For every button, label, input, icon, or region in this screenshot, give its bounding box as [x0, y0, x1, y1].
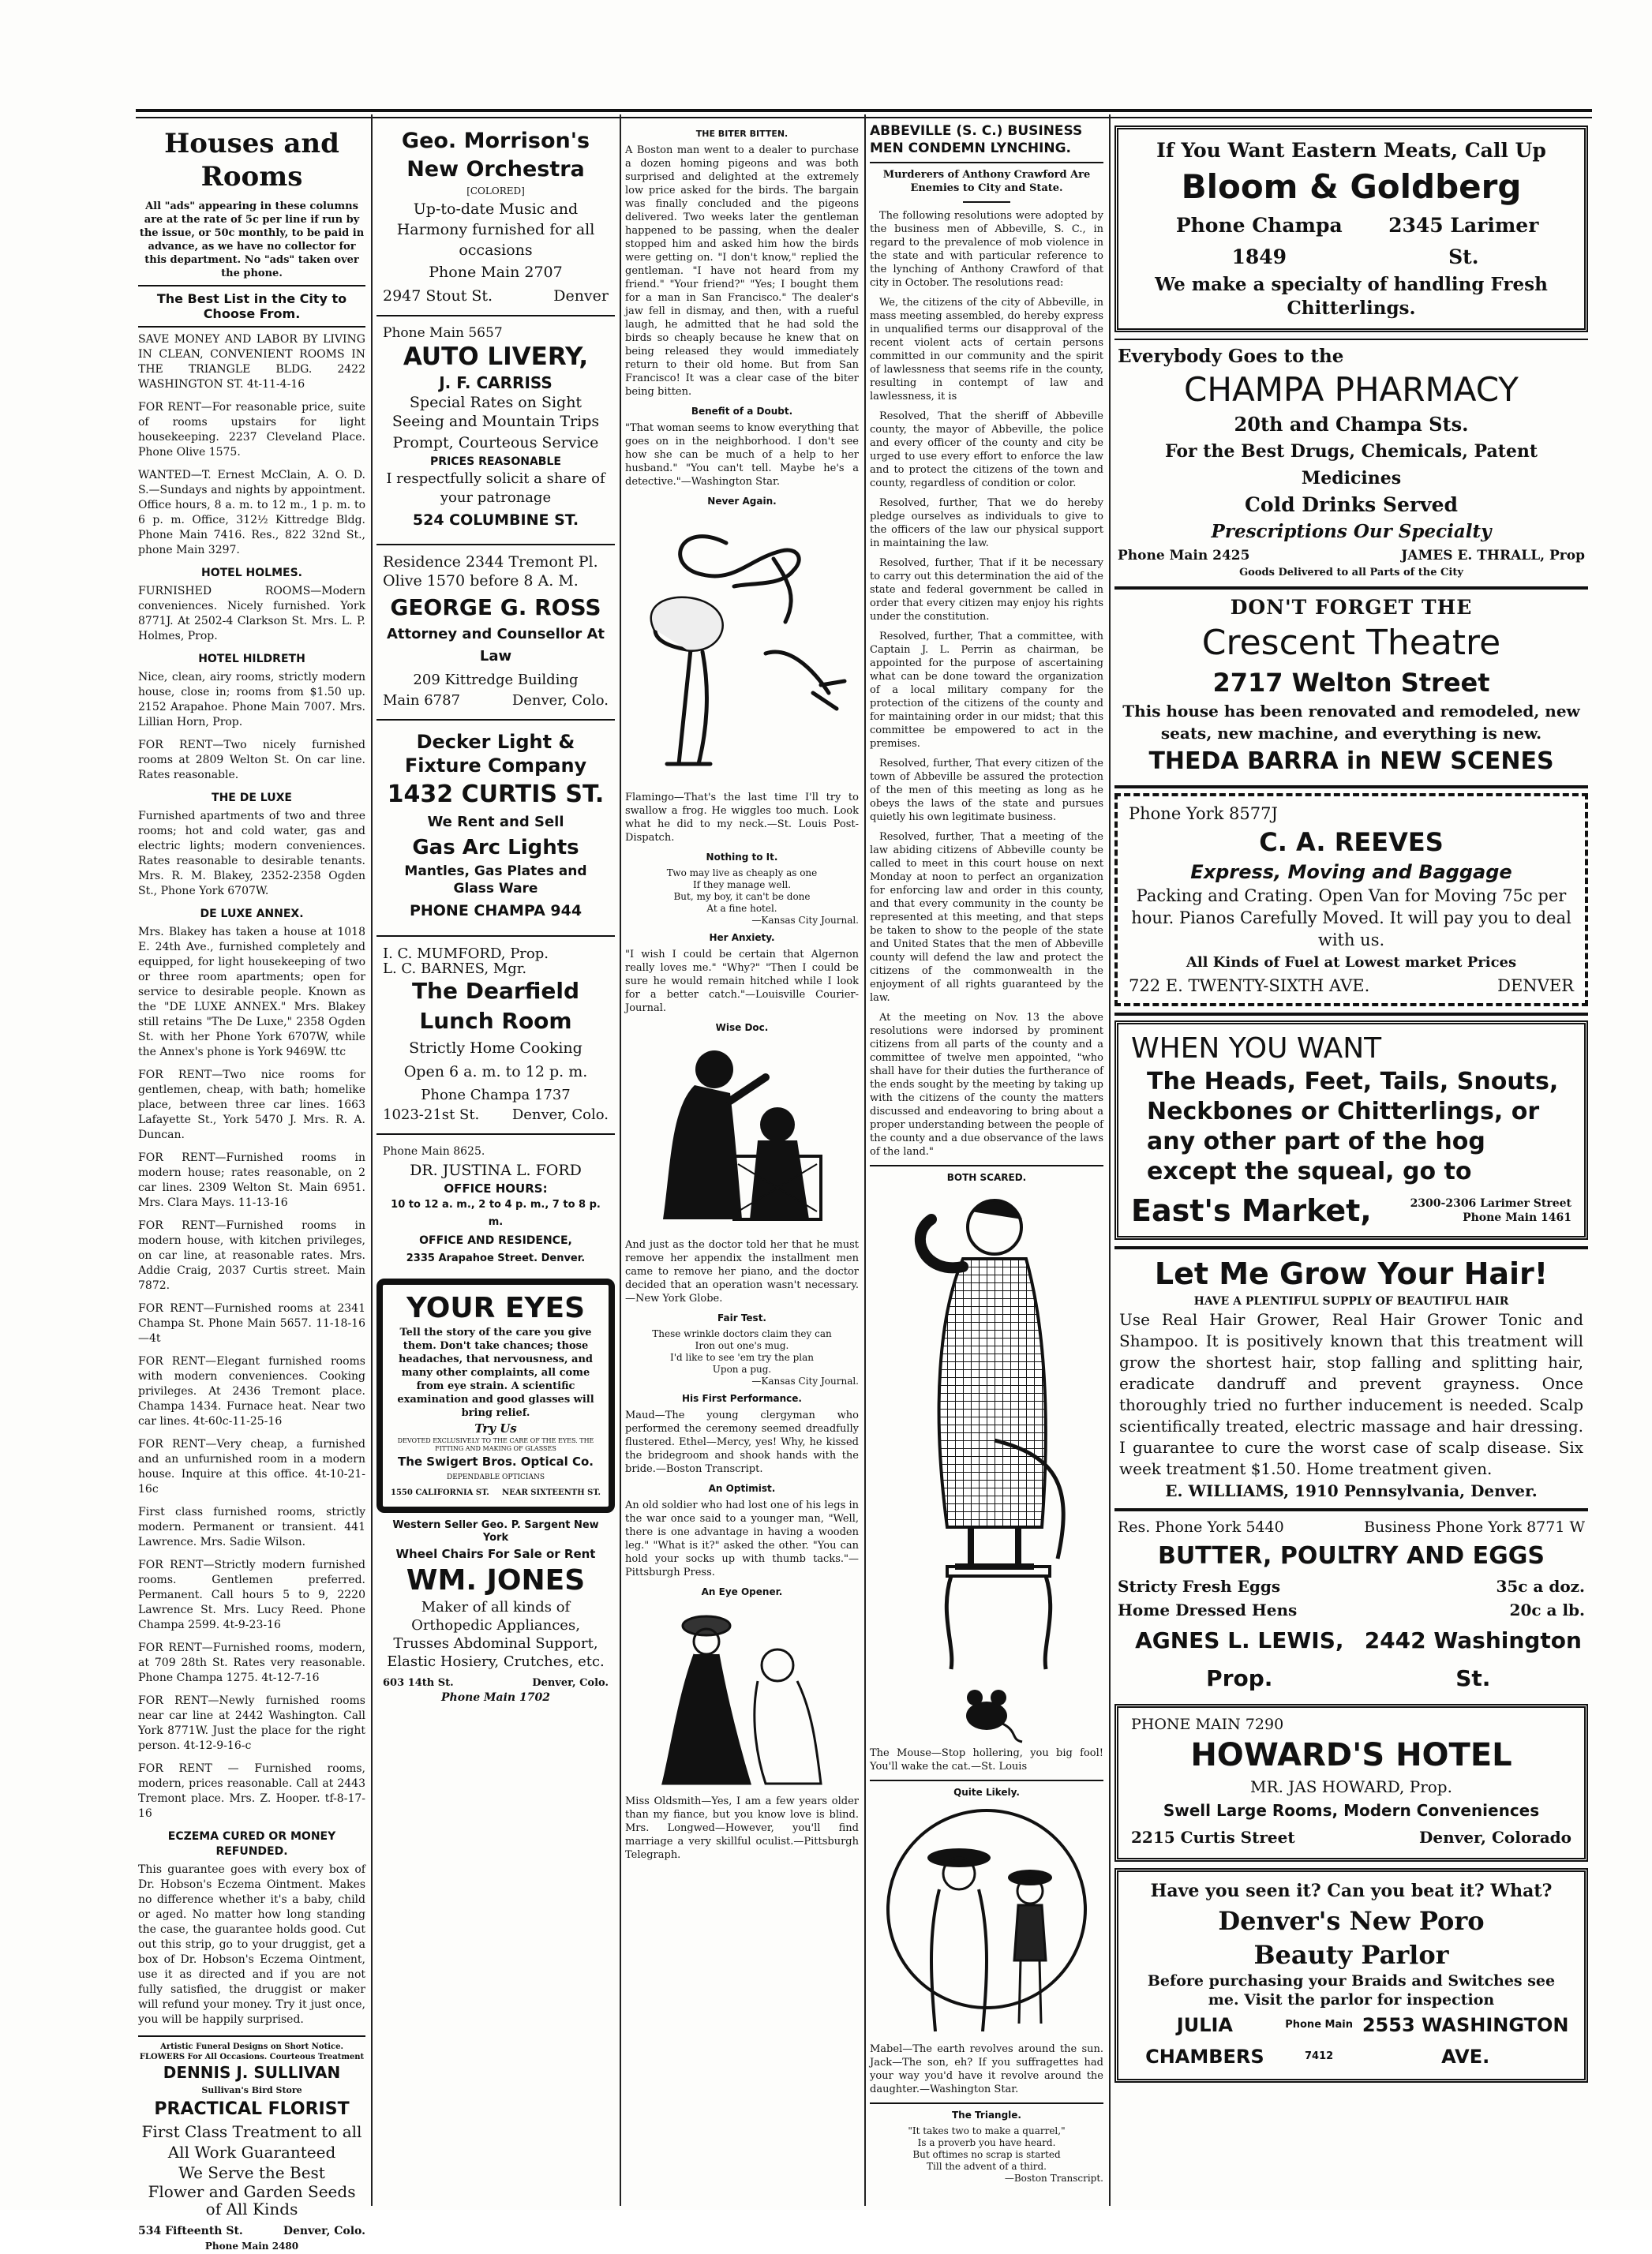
florist-line: Flower and Garden Seeds of All Kinds — [148, 2182, 356, 2218]
top-rule — [136, 109, 1592, 112]
cartoon-heading: Quite Likely. — [953, 1787, 1020, 1798]
lewis-hens: Home Dressed Hens — [1118, 1601, 1298, 1619]
howard-rooms: Swell Large Rooms, Modern Conveniences — [1163, 1801, 1540, 1820]
divider — [1114, 339, 1588, 340]
howard-city: Denver, Colorado — [1419, 1828, 1571, 1847]
divider — [1114, 1013, 1588, 1016]
eyes-sub: DEPENDABLE OPTICIANS — [447, 1473, 545, 1481]
florist-line: First Class Treatment to all — [141, 2122, 362, 2141]
decker-address: 1432 CURTIS ST. — [387, 781, 605, 808]
pharmacy-contact-row — [1118, 545, 1585, 566]
section-title: Houses and Rooms — [164, 128, 339, 193]
classified-ad: FOR RENT—Very cheap, a furnished and an unfurnished room in a modern house. Inquire at this office. 4t-10-21-16c — [138, 1438, 365, 1496]
bloom-body: We make a specialty of handling Fresh Chitterlings. — [1155, 274, 1548, 319]
crescent-feature: THEDA BARRA in NEW SCENES — [1148, 747, 1554, 775]
poem-heading: The Triangle. — [952, 2110, 1021, 2121]
ross-attorney-ad — [376, 550, 615, 713]
news-paragraph: Resolved, That the sheriff of Abbeville county, the mayor of Abbeville, the police and every officer of the county and city be urged to use every effort to enforce the law and to protect the citizens of the town and county, regardless of condition or color. — [870, 410, 1103, 489]
livery-address: 524 COLUMBINE ST. — [412, 511, 579, 529]
divider — [376, 935, 615, 937]
classified-heading: THE DE LUXE — [212, 792, 292, 804]
dearfield-ad — [376, 942, 615, 1127]
crescent-tagline: DON'T FORGET THE — [1230, 596, 1473, 619]
jones-city: Denver, Colo. — [532, 1677, 609, 1689]
eyes-title: YOUR EYES — [406, 1292, 586, 1324]
classified-ad: WANTED—T. Ernest McClain, A. O. D. S.—Sundays and nights by appointment. Office hours, 8 a. m. to 12 m., 1 p. m. to 6 p. m. Office, 312½ Kittredge Bldg. Phone Main 7416. Res., 822 32nd St., phone Main 3297. — [138, 469, 365, 556]
champa-pharmacy-ad — [1114, 345, 1588, 580]
classified-ad: FURNISHED ROOMS—Modern conveniences. Nicely furnished. York 8771J. At 2502-4 Clarkson St. Mrs. L. P. Holmes, Prop. — [138, 585, 365, 642]
livery-phone: Phone Main 5657 — [383, 325, 503, 341]
east-name: East's Market, — [1131, 1193, 1372, 1228]
decker-name: Decker Light & Fixture Company — [404, 731, 587, 777]
bloom-goldberg-ad — [1114, 125, 1588, 332]
lewis-butter-eggs-ad — [1114, 1516, 1588, 1698]
poem-credit: —Boston Transcript. — [1004, 2173, 1103, 2184]
auto-livery-ad — [376, 321, 615, 537]
florist-line: All Work Guaranteed — [167, 2143, 336, 2162]
bloom-address: 2345 Larimer St. — [1388, 214, 1539, 268]
cartoon-heading: An Eye Opener. — [701, 1586, 783, 1597]
jones-name: WM. JONES — [406, 1564, 586, 1597]
east-phone: Phone Main 1461 — [1463, 1211, 1571, 1224]
dearfield-name: The Dearfield Lunch Room — [411, 978, 580, 1034]
cartoon-heading: Never Again. — [707, 496, 777, 507]
column-business-ads — [376, 122, 615, 2206]
reeves-body: Packing and Crating. Open Van for Moving 75c per hour. Pianos Carefully Moved. It will pay you to deal with us. — [1131, 886, 1571, 949]
poem-line: Upon a pug. — [712, 1364, 772, 1375]
flamingo-illustration — [631, 511, 852, 788]
cartoon-caption: And just as the doctor told her that he must remove her appendix the installment men came to remove her piano, and the doctor decided that an operation wasn't necessary.—New York Globe. — [625, 1239, 859, 1305]
decker-rent: We Rent and Sell — [427, 814, 564, 830]
decker-mantles: Mantles, Gas Plates and Glass Ware — [404, 863, 587, 897]
poem-line: Till the advent of a third. — [927, 2161, 1047, 2172]
east-heading: WHEN YOU WANT — [1131, 1032, 1382, 1065]
wm-jones-ad — [376, 1519, 615, 1710]
pharmacy-name: CHAMPA PHARMACY — [1184, 370, 1519, 409]
jones-address: 603 14th St. — [383, 1677, 454, 1689]
poem-line: Two may live as cheaply as one — [666, 867, 818, 878]
story-heading: An Optimist. — [708, 1483, 776, 1494]
column-divider — [1109, 114, 1111, 2206]
orchestra-address: 2947 Stout St. — [383, 287, 493, 305]
decker-ad — [376, 725, 615, 929]
pharmacy-address: 20th and Champa Sts. — [1234, 413, 1469, 436]
divider — [870, 1780, 1103, 1781]
news-paragraph: At the meeting on Nov. 13 the above resolutions were indorsed by prominent citizens from all parts of the county and a committee of twelve men appointed, "who shall have for their duties the furtherance of the ends sought by the meeting by taking up with the citizens of the county the matters discussed and endeavoring to bring about a proper understanding between the people of the county and a due observance of the laws of the land." — [870, 1012, 1103, 1158]
column-divider — [620, 114, 621, 2206]
ford-name: DR. JUSTINA L. FORD — [410, 1162, 582, 1179]
east-name-row — [1131, 1192, 1571, 1230]
classified-ad: Nice, clean, airy rooms, strictly modern house, close in; rooms from $1.50 up. 2152 Arapahoe. Phone Main 7007. Mrs. Lillian Horn, Prop. — [138, 671, 365, 728]
ford-phone: Phone Main 8625. — [383, 1145, 485, 1158]
classified-ad: SAVE MONEY AND LABOR BY LIVING IN CLEAN, CONVENIENT ROOMS IN THE TRIANGLE BLDG. 2422 WASHINGTON ST. 4t-11-4-16 — [138, 333, 365, 391]
classified-ad: FOR RENT—Furnished rooms, modern, at 709 28th St. Rates very reasonable. Phone Champa 1275. 4t-12-7-16 — [138, 1642, 365, 1684]
decker-gas: Gas Arc Lights — [412, 836, 579, 859]
eyes-address: 1550 CALIFORNIA ST. — [391, 1488, 489, 1497]
bloom-contact-row — [1131, 210, 1571, 273]
lewis-address: 2442 Washington St. — [1364, 1627, 1582, 1691]
hair-grower-ad — [1114, 1254, 1588, 1502]
reeves-express-ad — [1114, 793, 1588, 1006]
story-heading: Her Anxiety. — [709, 932, 775, 943]
poem-line: These wrinkle doctors claim they can — [652, 1328, 832, 1339]
column-display-ads — [1114, 122, 1588, 2206]
reeves-services: Express, Moving and Baggage — [1190, 861, 1512, 883]
poem-heading: Nothing to It. — [706, 852, 778, 863]
story-body: Maud—The young clergyman who performed the ceremony seemed dreadfully flustered. Ethel—Mercy, yes! Why, he kissed the bridegroom and shook hands with the bride.—Boston Transcript. — [625, 1410, 859, 1475]
lewis-phones-row — [1118, 1516, 1585, 1538]
reeves-phone: Phone York 8577J — [1129, 804, 1278, 823]
story-body: "I wish I could be certain that Algernon really loves me." "Why?" "Then I could be sure he would remain hitched while I look for a better catch."—Louisville Courier-Journal. — [625, 949, 859, 1014]
classified-ad: FOR RENT—Furnished rooms in modern house; rates reasonable, on 2 car lines. 2309 Welton St. Main 6951. Mrs. Clara Mays. 11-13-16 — [138, 1151, 365, 1209]
poro-body: Before purchasing your Braids and Switches see me. Visit the parlor for inspection — [1147, 1972, 1556, 2009]
story-body: A Boston man went to a dealer to purchase a dozen homing pigeons and was both surprised and delighted at the extremely low price asked for the birds. The bargain was finally concluded and the pigeons delivered. Two weeks later the gentleman happened to be passing, when the dealer stopped him and asked him how the birds were getting on. "I don't know," replied the gentleman. "I have not heard from my friend." "Your friend?" "Yes; I bought them for a man in San Francisco." The dealer's jaw fell in dismay, and then, with a rueful laugh, he admitted that he had sold the birds so cheaply because he knew that on being released they would immediately return to their old home. But from San Francisco! It was a clear case of the biter being bitten. — [625, 144, 859, 398]
eyes-body: Tell the story of the care you give them. Don't take chances; those headaches, that nervousness, and many other complaints, all come from eye strain. A scientific examination and good glasses will bring relief. — [397, 1327, 594, 1419]
classified-ad: FOR RENT—For reasonable price, suite of rooms upstairs for light housekeeping. 2237 Cleveland Place. Phone Olive 1575. — [138, 401, 365, 459]
story-heading: Benefit of a Doubt. — [691, 406, 793, 417]
classified-ad: FOR RENT—Two nicely furnished rooms at 2809 Welton St. On car line. Rates reasonable. — [138, 739, 365, 781]
lewis-prop: AGNES L. LEWIS, Prop. — [1135, 1627, 1344, 1691]
story-body: "That woman seems to know everything that goes on in the neighborhood. I don't see how she can be much of a help to her husband." "You can't tell. Maybe he's a detective."—Washington Star. — [625, 422, 859, 488]
divider — [1114, 1246, 1588, 1249]
classified-ad: FOR RENT—Newly furnished rooms near car line at 2442 Washington. Call York 8771W. Just the place for the right person. 4t-12-9-16-c — [138, 1694, 365, 1752]
orchestra-phone: Phone Main 2707 — [429, 264, 563, 281]
pharmacy-prescriptions: Prescriptions Our Specialty — [1211, 521, 1492, 542]
orchestra-body: Up-to-date Music and Harmony furnished for all occasions — [396, 200, 595, 259]
eyes-firm: The Swigert Bros. Optical Co. — [398, 1455, 594, 1469]
divider — [376, 315, 615, 316]
classified-ad: FOR RENT—Elegant furnished rooms with modern conveniences. Cooking privileges. At 2436 Tremont place. Champa 1434. Furnace heat. Near two car lines. 4t-60c-11-25-16 — [138, 1355, 365, 1428]
ford-residence: OFFICE AND RESIDENCE, — [419, 1234, 572, 1247]
your-eyes-ad — [376, 1279, 615, 1513]
dearfield-address-row — [383, 1107, 609, 1122]
ross-title: Attorney and Counsellor At Law — [386, 626, 605, 665]
news-subhead: Murderers of Anthony Crawford Are Enemies to City and State. — [882, 169, 1091, 194]
reeves-address: 722 E. TWENTY-SIXTH AVE. — [1129, 976, 1370, 995]
crescent-body: This house has been renovated and remodeled, new seats, new machine, and everything is new. — [1122, 702, 1580, 743]
livery-owner: J. F. CARRISS — [439, 373, 553, 392]
classified-ad: First class furnished rooms, strictly modern. Permanent or transient. 441 Lawrence. Mrs. Sadie Wilson. — [138, 1506, 365, 1548]
easts-market-ad — [1114, 1020, 1588, 1240]
jones-address-row — [383, 1676, 609, 1690]
howard-address: 2215 Curtis Street — [1131, 1828, 1295, 1847]
dearfield-prop: I. C. MUMFORD, Prop. — [383, 945, 549, 962]
hair-signature: E. WILLIAMS, 1910 Pennsylvania, Denver. — [1165, 1481, 1538, 1500]
poem-heading: Fair Test. — [717, 1312, 766, 1324]
eyes-small-print: DEVOTED EXCLUSIVELY TO THE CARE OF THE EYES. THE FITTING AND MAKING OF GLASSES — [397, 1437, 594, 1452]
florist-title: PRACTICAL FLORIST — [154, 2099, 350, 2119]
east-contact — [1410, 1196, 1571, 1225]
florist-line: We Serve the Best — [178, 2163, 325, 2182]
florist-name: DENNIS J. SULLIVAN — [163, 2063, 341, 2082]
east-address: 2300-2306 Larimer Street — [1410, 1197, 1571, 1210]
classified-ad: Furnished apartments of two and three rooms; hot and cold water, gas and electric lights; modern conveniences. Rates reasonable to desirable tenants. Mrs. R. M. Blakey, 2352-2358 Ogden St., Phone York 6707W. — [138, 810, 365, 897]
reeves-fuel: All Kinds of Fuel at Lowest market Prices — [1186, 954, 1517, 971]
poro-contact-row — [1131, 2009, 1571, 2072]
dearfield-hours: Open 6 a. m. to 12 p. m. — [403, 1063, 588, 1080]
howard-prop: MR. JAS HOWARD, Prop. — [1250, 1777, 1452, 1796]
florist-city: Denver, Colo. — [283, 2225, 365, 2237]
reeves-address-row — [1129, 975, 1574, 997]
howard-address-row — [1131, 1823, 1571, 1852]
dearfield-city: Denver, Colo. — [511, 1106, 609, 1123]
livery-body: Special Rates on Sight Seeing and Mountain Trips — [391, 394, 600, 430]
florist-address: 534 Fifteenth St. — [138, 2225, 243, 2237]
quite-likely-illustration — [880, 1803, 1093, 2039]
east-body: The Heads, Feet, Tails, Snouts, Neckbones or Chitterlings, or any other part of the hog except the squeal, go to — [1147, 1068, 1559, 1185]
news-paragraph: We, the citizens of the city of Abbeville, in mass meeting assembled, do hereby express in unqualified terms our disapproval of the recent violent acts of certain persons committed in our community and the spirit of lawlessness that seems rife in the county, resulting in contempt of law and lawlessness, it is — [870, 297, 1103, 402]
classified-ad: Mrs. Blakey has taken a house at 1018 E. 24th Ave., furnished completely and equipped, for light housekeeping of two or three room apartments; open for service to desirable people. Known as the "DE LUXE ANNEX." Mrs. Blakey still retains "The De Luxe," 2358 Ogden St. with her Phone York 6707W, while the Annex's phone is York 9469W. ttc — [138, 926, 365, 1058]
ross-main: Main 6787 — [383, 692, 461, 709]
poro-name-line1: Denver's New Poro — [1218, 1906, 1485, 1936]
eye-opener-illustration — [647, 1602, 837, 1792]
divider — [138, 285, 365, 286]
jones-chairs: Wheel Chairs For Sale or Rent — [395, 1547, 596, 1561]
divider — [1114, 785, 1588, 788]
ross-building: 209 Kittredge Building — [413, 672, 579, 688]
divider — [870, 162, 1103, 163]
livery-solicit: I respectfully solicit a share of your patronage — [386, 470, 605, 506]
doctor-silhouette-illustration — [639, 1038, 845, 1235]
column-divider — [864, 114, 866, 2206]
divider — [376, 719, 615, 721]
livery-title: AUTO LIVERY, — [403, 343, 589, 371]
ross-city: Denver, Colo. — [511, 692, 609, 709]
classified-heading: DE LUXE ANNEX. — [200, 908, 304, 920]
lewis-hens-row — [1118, 1598, 1585, 1622]
story-heading: THE BITER BITTEN. — [695, 129, 789, 139]
florist-tagline: Artistic Funeral Designs on Short Notice. FLOWERS For All Occasions. Courteous Treatment — [139, 2042, 365, 2061]
classified-ad: FOR RENT—Furnished rooms at 2341 Champa St. Phone Main 5657. 11-18-16—4t — [138, 1302, 365, 1345]
pharmacy-delivery: Goods Delivered to all Parts of the City — [1239, 567, 1463, 578]
divider — [376, 544, 615, 545]
rates-notice: All "ads" appearing in these columns are at the rate of 5c per line if run by the issue, or 50c monthly, to be paid in advance, as we have no collector for this department. No "ads" taken over the phone. — [139, 200, 365, 279]
livery-prices: PRICES REASONABLE — [430, 455, 561, 468]
lewis-business-phone: Business Phone York 8771 W — [1364, 1518, 1585, 1536]
crescent-address: 2717 Welton Street — [1212, 668, 1490, 698]
classified-heading: HOTEL HOLMES. — [201, 567, 302, 579]
eczema-heading: ECZEMA CURED OR MONEY REFUNDED. — [167, 1830, 336, 1858]
divider — [138, 326, 365, 328]
cartoon-caption: Miss Oldsmith—Yes, I am a few years older than my fiance, but you know love is blind. Mrs. Longwed—However, you'll find marriage a very skillful oculist.—Pittsburgh Telegraph. — [625, 1795, 859, 1861]
dearfield-address: 1023-21st St. — [383, 1106, 480, 1123]
news-paragraph: Resolved, further, That a committee, with Captain J. L. Perrin as chairman, be appointed for the purpose of ascertaining what can be done toward the organization of a local military company for the protection of the citizens of the county and for maintaining order in our midst; that this committee be empowered to act in the premises. — [870, 631, 1103, 750]
dearfield-cooking: Strictly Home Cooking — [409, 1039, 583, 1057]
livery-service: Prompt, Courteous Service — [392, 434, 599, 451]
eyes-address-near: NEAR SIXTEENTH ST. — [501, 1488, 601, 1497]
eczema-ad: This guarantee goes with every box of Dr. Hobson's Eczema Ointment. Makes no difference whether it's a baby, child or aged. No matter how long standing the case, the guarantee holds good. Cut out this strip, go to your druggist, get a box of Dr. Hobson's Eczema Ointment, use it as directed and if you are not fully satisfied, the druggist or maker will refund your money. Try it just once, you will be happily surprised. — [138, 1863, 365, 2026]
news-paragraph: Resolved, further, That every citizen of the town of Abbeville be assured the protection of the men of this meeting as long as he obeys the laws of the state and pursues quietly his own legitimate business. — [870, 758, 1103, 823]
news-paragraph: Resolved, further, That we do hereby pledge ourselves as individuals to give to the officers of the law our physical support in maintaining the law. — [870, 497, 1103, 549]
poem-line: But oftimes no scrap is started — [912, 2149, 1061, 2160]
cartoon-caption: The Mouse—Stop hollering, you big fool! You'll wake the cat.—St. Louis — [870, 1747, 1103, 1773]
ross-residence: Residence 2344 Tremont Pl. — [383, 553, 598, 571]
dearfield-mgr: L. C. BARNES, Mgr. — [383, 960, 527, 977]
poem-line: At a fine hotel. — [706, 903, 777, 914]
news-paragraph: Resolved, further, That if it be necessary to carry out this determination the aid of the state and federal government be called in order that every citizen may enjoy his rights under the constitution. — [870, 557, 1103, 623]
poro-proprietor: JULIA CHAMBERS — [1145, 2014, 1264, 2068]
poem-line: But, my boy, it can't be done — [673, 891, 811, 902]
florist-store: Sullivan's Bird Store — [201, 2085, 302, 2095]
howard-name: HOWARD'S HOTEL — [1190, 1737, 1512, 1773]
crescent-theatre-ad — [1114, 594, 1588, 779]
bloom-phone: Phone Champa 1849 — [1175, 214, 1343, 268]
jones-body: Maker of all kinds of Orthopedic Appliances, Trusses Abdominal Support, Elastic Hosiery, Crutches, etc. — [387, 1599, 605, 1670]
classified-ad: FOR RENT—Strictly modern furnished rooms. Gentlemen preferred. Permanent. Call hours 5 to 9, 2220 Lawrence St. Mrs. Lucy Reed. Phone Champa 2599. 4t-9-23-16 — [138, 1559, 365, 1631]
story-heading: His First Performance. — [682, 1393, 802, 1404]
poem-credit: —Kansas City Journal. — [751, 915, 859, 926]
divider — [1114, 586, 1588, 590]
hair-body: Use Real Hair Grower, Real Hair Grower Tonic and Shampoo. It is positively known that this treatment will grow the shortest hair, stop falling and splitting hair, eradicate dandruff and prevent grayness. Once thoroughly tried no further inducement is needed. Scalp scientifically treated, electric massage and hair dressing. I guarantee to cure the worst case of scalp disease. Six week treatment $1.50. Home treatment given. — [1119, 1310, 1583, 1478]
ford-address: 2335 Arapahoe Street. Denver. — [406, 1252, 586, 1264]
pharmacy-drinks: Cold Drinks Served — [1245, 493, 1458, 516]
poem-line: Iron out one's mug. — [695, 1340, 789, 1351]
pharmacy-tagline: Everybody Goes to the — [1118, 346, 1344, 367]
jones-phone: Phone Main 1702 — [441, 1691, 550, 1704]
divider — [376, 1133, 615, 1135]
howards-hotel-ad — [1114, 1704, 1588, 1862]
cartoon-caption: Flamingo—That's the last time I'll try to swallow a frog. He wiggles too much. Look what he did to my neck.—St. Louis Post-Dispatch. — [625, 792, 859, 844]
howard-phone: PHONE MAIN 7290 — [1131, 1716, 1284, 1733]
orchestra-note: [COLORED] — [466, 185, 525, 197]
mouse-illustration — [947, 1680, 1026, 1743]
jones-sargent: Western Seller Geo. P. Sargent New York — [392, 1519, 599, 1544]
column-news — [870, 122, 1103, 2206]
column-humor — [625, 122, 859, 2206]
lewis-eggs: Stricty Fresh Eggs — [1118, 1577, 1281, 1596]
eyes-address-row — [391, 1485, 601, 1500]
reeves-city: DENVER — [1497, 976, 1574, 995]
divider — [963, 201, 1010, 203]
lewis-eggs-row — [1118, 1574, 1585, 1598]
classified-ad: FOR RENT—Furnished rooms in modern house, with kitchen privileges, on car line, at reasonable rates. Mrs. Addie Craig, 2037 Curtis street. Main 7872. — [138, 1219, 365, 1292]
pharmacy-prop: JAMES E. THRALL, Prop — [1401, 548, 1585, 564]
pharmacy-phone: Phone Main 2425 — [1118, 548, 1250, 564]
orchestra-city: Denver — [553, 287, 609, 305]
divider — [138, 2035, 365, 2037]
bloom-tagline: If You Want Eastern Meats, Call Up — [1156, 139, 1546, 162]
dearfield-phone: Phone Champa 1737 — [421, 1087, 571, 1103]
ford-hours-heading: OFFICE HOURS: — [444, 1181, 548, 1196]
eyes-try: Try Us — [474, 1421, 517, 1436]
bloom-name: Bloom & Goldberg — [1181, 167, 1522, 206]
poro-name-line2: Beauty Parlor — [1253, 1940, 1449, 1970]
classified-ad: FOR RENT—Two nice rooms for gentlemen, cheap, with bath; homelike place, between three car lines. 1663 Lafayette St., York 5470 J. Mrs. R. A. Duncan. — [138, 1069, 365, 1141]
ross-name: GEORGE G. ROSS — [390, 594, 601, 620]
poem-credit: —Kansas City Journal. — [751, 1376, 859, 1387]
hair-subheading: HAVE A PLENTIFUL SUPPLY OF BEAUTIFUL HAIR — [1193, 1295, 1509, 1308]
lewis-heading: BUTTER, POULTRY AND EGGS — [1158, 1542, 1545, 1570]
reeves-name: C. A. REEVES — [1259, 827, 1444, 857]
poro-address: 2553 WASHINGTON AVE. — [1362, 2014, 1569, 2068]
poem-line: If they manage well. — [692, 879, 792, 890]
cartoon-caption: Mabel—The earth revolves around the sun. Jack—The son, eh? If you suffragettes had your way you'd have it revolve around the daughter.—Washington Star. — [870, 2043, 1103, 2095]
classified-ad: FOR RENT — Furnished rooms, modern, prices reasonable. Call at 2443 Tremont place. Mrs. Z. Hooper. tf-8-17-16 — [138, 1762, 365, 1820]
column-divider — [371, 114, 373, 2206]
lewis-res-phone: Res. Phone York 5440 — [1118, 1518, 1284, 1536]
divider — [870, 2102, 1103, 2104]
orchestra-name: Geo. Morrison's New Orchestra — [401, 129, 590, 182]
decker-phone: PHONE CHAMPA 944 — [409, 902, 583, 919]
orchestra-address-row — [383, 289, 609, 304]
poro-beauty-parlor-ad — [1114, 1868, 1588, 2083]
story-body: An old soldier who had lost one of his legs in the war once said to a younger man, "Well, there is one advantage in having a wooden leg." "What is it?" asked the other. "You can hold your socks up with thumb tacks."—Pittsburgh Press. — [625, 1500, 859, 1578]
divider — [1114, 1508, 1588, 1511]
hair-heading: Let Me Grow Your Hair! — [1154, 1256, 1549, 1291]
crescent-name: Crescent Theatre — [1201, 623, 1501, 663]
ford-hours: 10 to 12 a. m., 2 to 4 p. m., 7 to 8 p. m. — [391, 1199, 601, 1228]
best-list-heading: The Best List in the City to Choose From. — [156, 291, 347, 321]
poro-tagline: Have you seen it? Can you beat it? What? — [1150, 1881, 1553, 1901]
cartoon-heading: BOTH SCARED. — [946, 1172, 1027, 1183]
news-headline: ABBEVILLE (S. C.) BUSINESS MEN CONDEMN LYNCHING. — [870, 123, 1083, 156]
morrison-orchestra-ad — [376, 122, 615, 309]
divider — [870, 1165, 1103, 1166]
ross-olive: Olive 1570 before 8 A. M. — [383, 572, 579, 590]
ross-contact-row — [383, 693, 609, 708]
poro-phone: Phone Main 7412 — [1285, 2019, 1353, 2062]
lewis-hens-price: 20c a lb. — [1509, 1601, 1585, 1619]
news-paragraph: Resolved, further, That a meeting of the law abiding citizens of Abbeville county be called to meet in this court house on next Monday at noon to perfect an organization for enforcing law and order in this county, and that every community in the county be represented at this meeting, and that steps be taken to show to the people of the state and United States that the men of Abbeville county will defend the law and protect the citizens of the commonwealth in the enjoyment of all rights guaranteed by the law. — [870, 831, 1103, 1004]
column-classifieds — [138, 122, 365, 2252]
poem-line: Is a proverb you have heard. — [917, 2137, 1056, 2148]
lewis-prop-row — [1118, 1622, 1585, 1698]
ford-ad — [376, 1140, 615, 1272]
lewis-eggs-price: 35c a doz. — [1496, 1577, 1585, 1596]
pharmacy-drugs: For the Best Drugs, Chemicals, Patent Medicines — [1164, 441, 1538, 489]
classified-heading: HOTEL HILDRETH — [198, 653, 305, 665]
florist-address-row — [138, 2224, 365, 2239]
poem-line: "It takes two to make a quarrel," — [908, 2125, 1066, 2136]
poem-line: I'd like to see 'em try the plan — [669, 1352, 815, 1363]
news-paragraph: The following resolutions were adopted by the business men of Abbeville, S. C., in regard to the prevalence of mob violence in the state and with particular reference to the lynching of Anthony Crawford of that city in October. The resolutions read: — [870, 210, 1103, 289]
florist-phone: Phone Main 2480 — [204, 2241, 299, 2252]
cartoon-heading: Wise Doc. — [715, 1022, 769, 1033]
both-scared-illustration — [876, 1188, 1097, 1677]
